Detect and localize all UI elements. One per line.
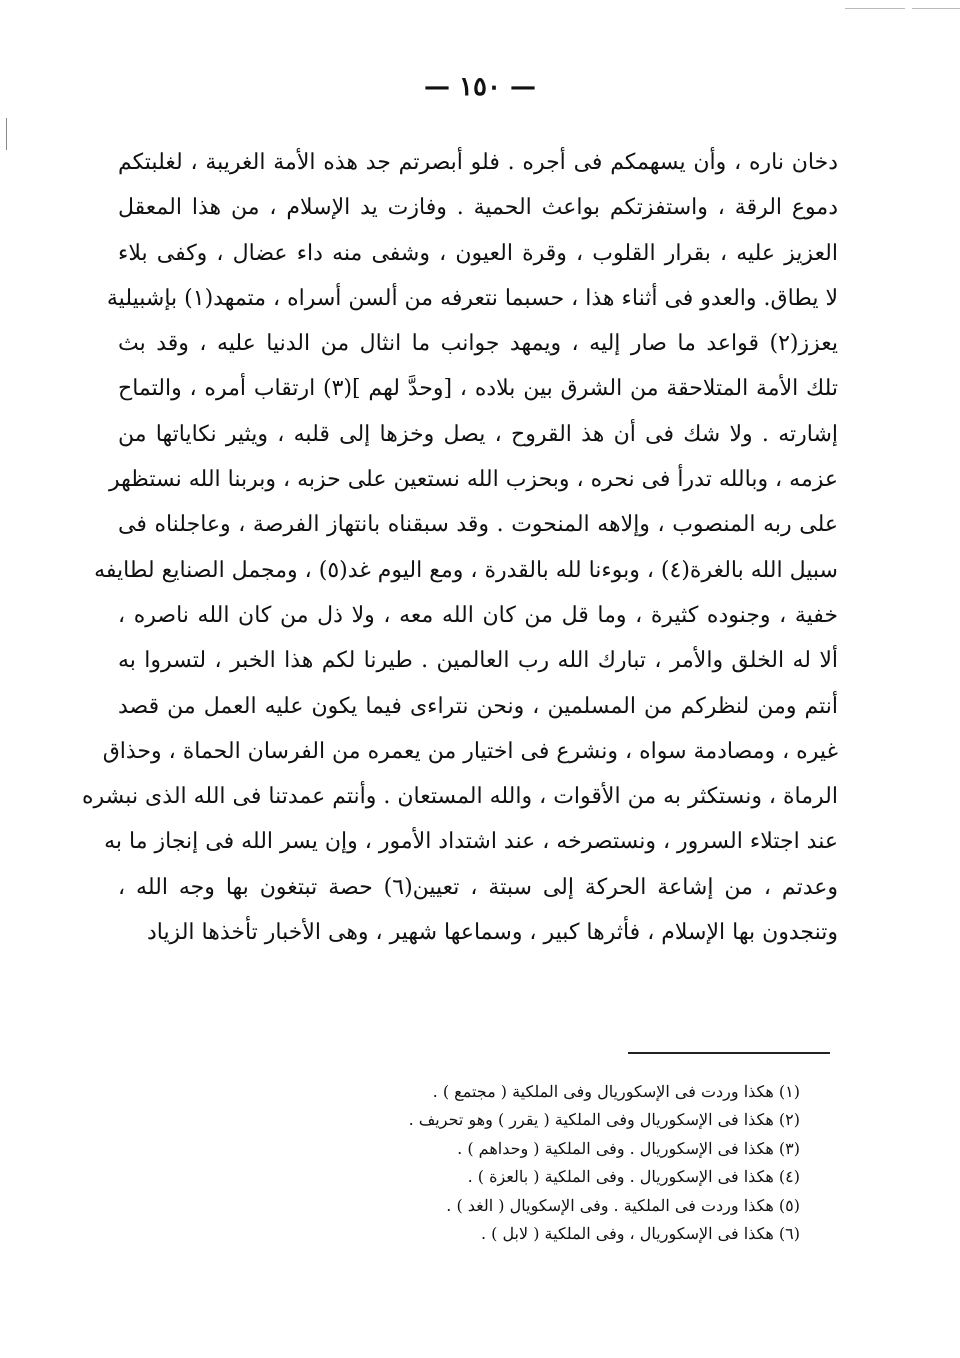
text-line: تلك الأمة المتلاحقة من الشرق بين بلاده ، [وحدَّ لهم ](٣) ارتقاب أمره ، والتماح xyxy=(118,376,838,402)
text-line: أنتم ومن لنظركم من المسلمين ، ونحن نتراءى فيما يكون عليه العمل من قصد xyxy=(118,693,838,719)
text-line: على ربه المنصوب ، وإلاهه المنحوت . وقد سبقناه بانتهاز الفرصة ، وعاجلناه فى xyxy=(118,512,838,538)
text-line: وعدتم ، من إشاعة الحركة إلى سبتة ، تعيين(٦) حصة تبتغون بها وجه الله ، xyxy=(118,874,838,900)
text-line: سبيل الله بالغرة(٤) ، وبوءنا لله بالقدرة ، ومع اليوم غد(٥) ، ومجمل الصنايع لطايفه xyxy=(94,557,838,583)
footnote-item: (٣) هكذا فى الإسكوريال . وفى الملكية ( وحداهم ) . xyxy=(457,1138,800,1158)
text-line: وتنجدون بها الإسلام ، فأثرها كبير ، وسماعها شهير ، وهى الأخبار تأخذها الزياد xyxy=(146,920,838,946)
text-line: إشارته . ولا شك فى أن هذ القروح ، يصل وخزها إلى قلبه ، ويثير نكاياتها من xyxy=(118,421,838,447)
footnote-item: (٥) هكذا وردت فى الملكية . وفى الإسكويال ( الغد ) . xyxy=(446,1195,800,1215)
top-right-scan-rule-1 xyxy=(845,8,905,9)
footnote-item: (١) هكذا وردت فى الإسكوريال وفى الملكية ( مجتمع ) . xyxy=(432,1082,800,1101)
text-line: غيره ، ومصادمة سواه ، ونشرع فى اختيار من يعمره من الفرسان الحماة ، وحذاق xyxy=(102,738,838,764)
text-line: ألا له الخلق والأمر ، تبارك الله رب العالمين . طيرنا لكم هذا الخبر ، لتسروا به xyxy=(118,648,838,674)
top-right-scan-rule-2 xyxy=(912,8,960,9)
page-number: — ١٥٠ — xyxy=(423,72,537,102)
footnote-item: (٦) هكذا فى الإسكوريال ، وفى الملكية ( لابل ) . xyxy=(480,1223,800,1243)
footnote-item: (٤) هكذا فى الإسكوريال . وفى الملكية ( بالعزة ) . xyxy=(467,1167,800,1187)
text-line: دموع الرقة ، واستفزتكم بواعث الحمية . وفازت يد الإسلام ، من هذا المعقل xyxy=(118,195,838,221)
text-line: العزيز عليه ، بقرار القلوب ، وقرة العيون ، وشفى منه داء عضال ، وكفى بلاء xyxy=(118,240,838,266)
footnote-item: (٢) هكذا فى الإسكوريال وفى الملكية ( يقرر ) وهو تحريف . xyxy=(408,1110,800,1130)
text-line: دخان ناره ، وأن يسهمكم فى أجره . فلو أبصرتم جد هذه الأمة الغريبة ، لغلبتكم xyxy=(118,150,838,175)
text-line: خفية ، وجنوده كثيرة ، وما قل من كان الله معه ، ولا ذل من كان الله ناصره ، xyxy=(118,602,838,628)
text-line: يعزز(٢) قواعد ما صار إليه ، ويمهد جوانب ما انثال من الدنيا عليه ، وقد بث xyxy=(118,331,838,357)
footnotes xyxy=(300,1078,800,1248)
text-line: عزمه ، وبالله تدرأ فى نحره ، وبحزب الله نستعين على حزبه ، وبربنا الله نستظهر xyxy=(109,467,838,493)
footnote-separator xyxy=(628,1052,830,1054)
text-line: لا يطاق. والعدو فى أثناء هذا ، حسبما نتعرفه من ألسن أسراه ، متمهد(١) بإشبيلية xyxy=(106,285,838,311)
left-margin-mark xyxy=(6,118,7,150)
text-line: الرماة ، ونستكثر به من الأقوات ، والله المستعان . وأنتم عمدتنا فى الله الذى نبشره xyxy=(82,784,838,810)
body-text xyxy=(82,140,838,955)
text-line: عند اجتلاء السرور ، ونستصرخه ، عند اشتداد الأمور ، وإن يسر الله فى إنجاز ما به xyxy=(104,829,838,855)
